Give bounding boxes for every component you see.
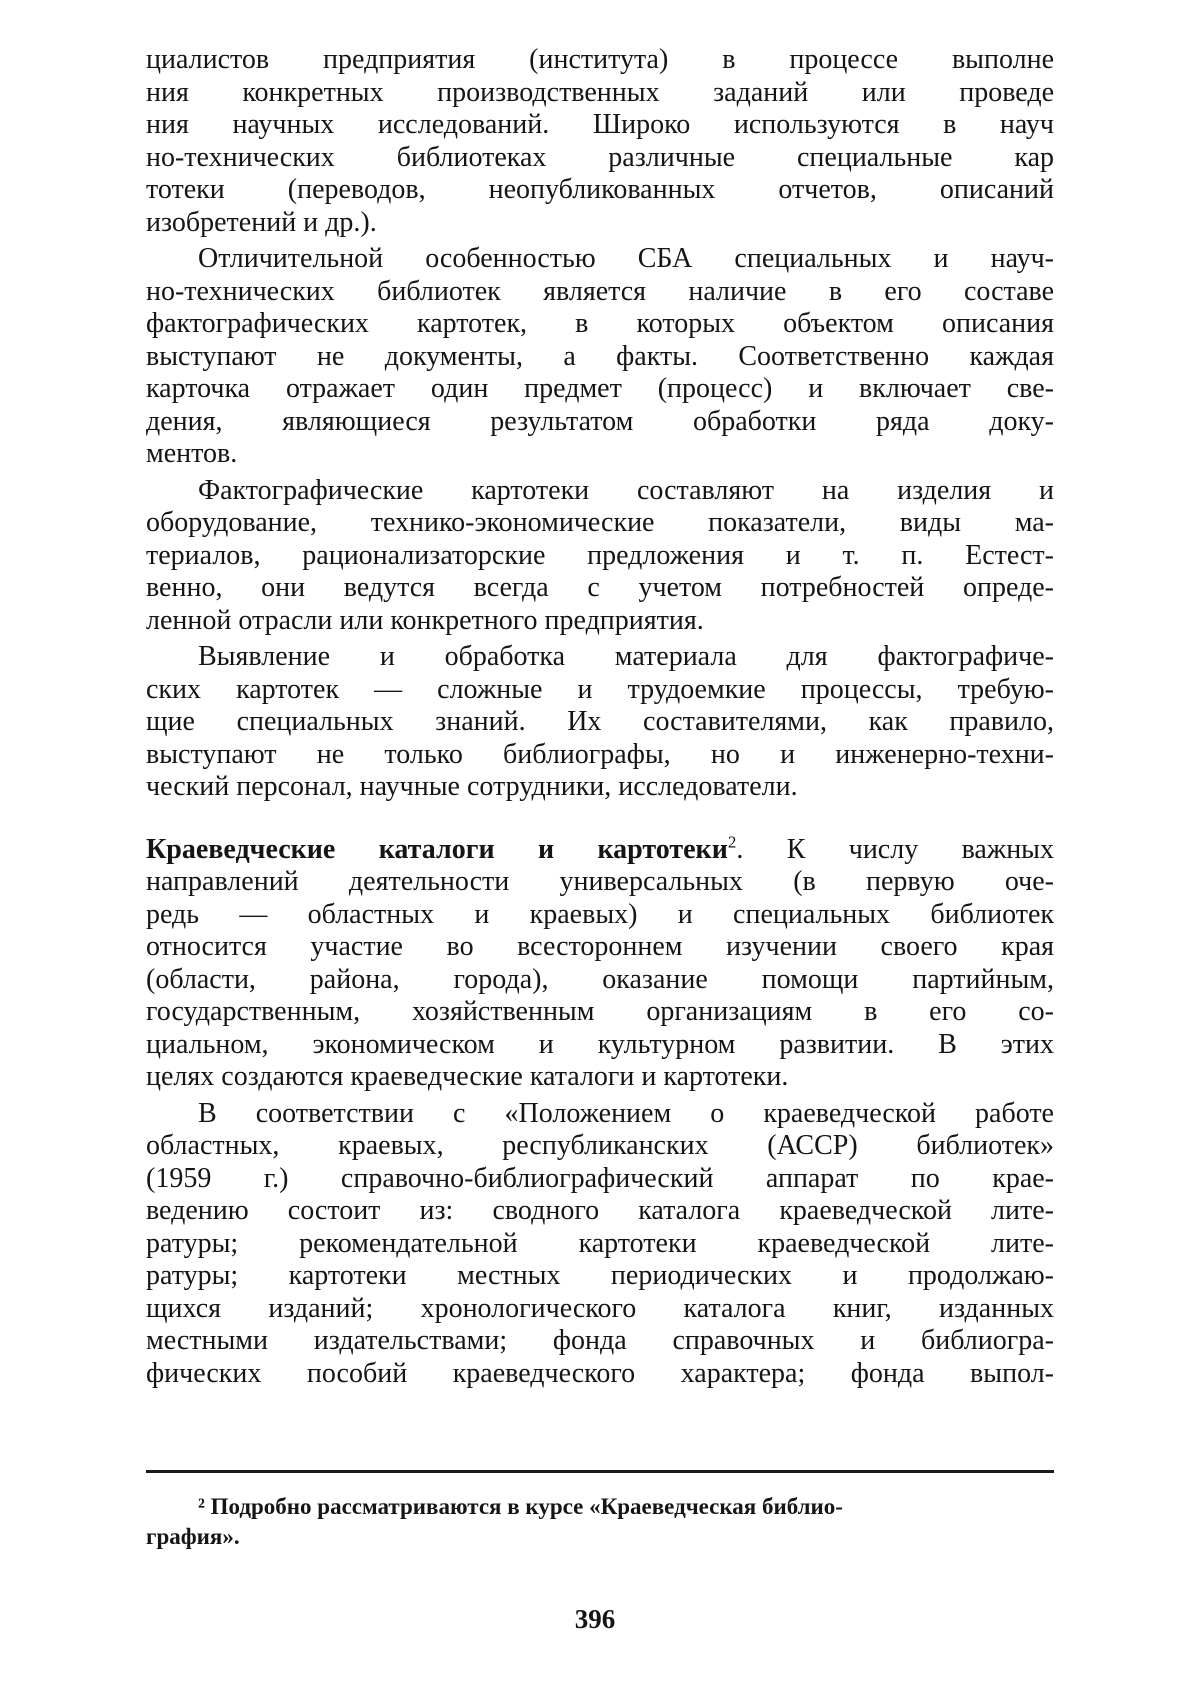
- text-line: относится участие во всестороннем изучении своего края: [146, 931, 1054, 962]
- text-line: ленной отрасли или конкретного предприятия.: [146, 604, 704, 636]
- footnote-divider: [146, 1470, 1054, 1473]
- text-line: оборудование, технико-экономические показатели, виды ма-: [146, 507, 1054, 538]
- text-line: циальном, экономическом и культурном развитии. В этих: [146, 1028, 1054, 1060]
- footnote: [146, 1492, 1054, 1552]
- text-line: изобретений и др.).: [146, 206, 377, 238]
- text-line: (области, района, города), оказание помощи партийным,: [146, 963, 1054, 995]
- text-line: областных, краевых, республиканских (АССР) библиотек»: [146, 1130, 1054, 1161]
- text-line: ратуры; картотеки местных периодических и продолжаю-: [146, 1260, 1054, 1291]
- text-line: но-технических библиотек является наличие в его составе: [146, 275, 1054, 307]
- text-line: венно, они ведутся всегда с учетом потребностей опреде-: [146, 572, 1054, 603]
- text-line: тотеки (переводов, неопубликованных отчетов, описаний: [146, 174, 1054, 205]
- section-heading-line: [146, 834, 1054, 867]
- text-line: дения, являющиеся результатом обработки ряда доку-: [146, 405, 1054, 437]
- section-heading: Краеведческие каталоги и картотеки: [146, 833, 728, 865]
- text-line: выступают не документы, а факты. Соответственно каждая: [146, 340, 1054, 372]
- paragraph-2: [146, 243, 1054, 471]
- text-line: но-технических библиотеках различные специальные кар: [146, 141, 1054, 173]
- text-line: направлений деятельности универсальных (в первую оче-: [146, 866, 1054, 897]
- footnote-ref[interactable]: 2: [727, 833, 737, 852]
- text-line: местными издательствами; фонда справочных и библиогра-: [146, 1325, 1054, 1356]
- paragraph-4: [146, 641, 1054, 804]
- page-body: [146, 44, 1054, 1394]
- paragraph-3: [146, 475, 1054, 638]
- text-line: (1959 г.) справочно-библиографический аппарат по крае-: [146, 1162, 1054, 1194]
- text-line: Выявление и обработка материала для фактографиче-: [198, 641, 1054, 672]
- text-line: фактографических картотек, в которых объектом описания: [146, 308, 1054, 339]
- text-line: фических пособий краеведческого характера; фонда выпол-: [146, 1357, 1054, 1389]
- text-run: . К числу важных: [736, 833, 1054, 865]
- page-number: 396: [574, 1604, 616, 1634]
- footnote-text: Подробно рассматриваются в курсе «Краеведческая библио-: [210, 1494, 843, 1519]
- text-line: государственным, хозяйственным организациям в его со-: [146, 996, 1054, 1027]
- text-line: щие специальных знаний. Их составителями, как правило,: [146, 706, 1054, 737]
- text-line: щихся изданий; хронологического каталога книг, изданных: [146, 1292, 1054, 1324]
- paragraph-1: [146, 44, 1054, 239]
- text-line: териалов, рационализаторские предложения и т. п. Естест-: [146, 539, 1054, 571]
- paragraph-6: [146, 1098, 1054, 1391]
- footnote-marker: ²: [198, 1494, 205, 1519]
- text-line: ния научных исследований. Широко используются в науч: [146, 109, 1054, 140]
- text-line: Фактографические картотеки составляют на изделия и: [198, 474, 1054, 506]
- section-local-history: [146, 834, 1054, 1094]
- text-line: ских картотек — сложные и трудоемкие процессы, требую-: [146, 673, 1054, 705]
- text-line: целях создаются краеведческие каталоги и картотеки.: [146, 1061, 789, 1092]
- text-line: ратуры; рекомендательной картотеки краеведческой лите-: [146, 1227, 1054, 1259]
- text-line: ческий персонал, научные сотрудники, исследователи.: [146, 771, 798, 802]
- text-line: ния конкретных производственных заданий или проведе: [146, 76, 1054, 108]
- section-spacer: [146, 808, 1054, 834]
- text-line: Отличительной особенностью СБА специальных и науч-: [198, 243, 1054, 274]
- text-line: карточка отражает один предмет (процесс) и включает све-: [146, 373, 1054, 404]
- text-line: выступают не только библиографы, но и инженерно-техни-: [146, 738, 1054, 770]
- text-line: редь — областных и краевых) и специальных библиотек: [146, 898, 1054, 930]
- footnote-line: графия».: [146, 1524, 240, 1549]
- text-line: ментов.: [146, 438, 238, 469]
- text-line: В соответствии с «Положением о краеведческой работе: [198, 1097, 1054, 1129]
- footnote-line: [146, 1492, 1054, 1522]
- text-line: ведению состоит из: сводного каталога краеведческой лите-: [146, 1195, 1054, 1226]
- text-line: циалистов предприятия (института) в процессе выполне: [146, 44, 1054, 75]
